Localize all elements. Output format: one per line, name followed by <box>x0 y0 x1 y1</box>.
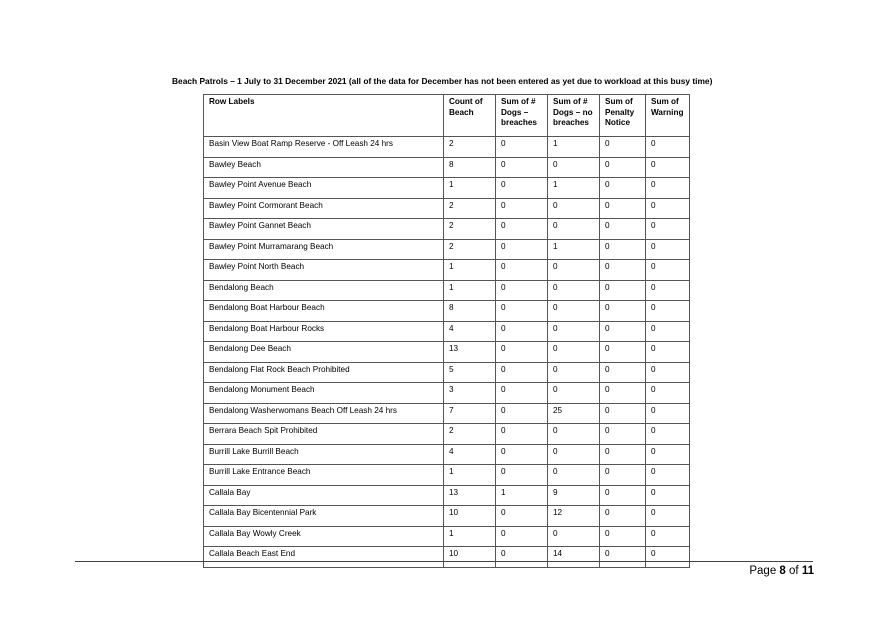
cell-dogs-breaches: 0 <box>496 465 548 486</box>
cell-count-of-beach: 13 <box>444 342 496 363</box>
cell-count-of-beach: 4 <box>444 444 496 465</box>
table-row <box>204 219 690 240</box>
cell-dogs-no-breaches: 1 <box>548 239 600 260</box>
cell-penalty-notice: 0 <box>600 137 646 158</box>
cell-warning: 0 <box>646 342 690 363</box>
cell-warning: 0 <box>646 260 690 281</box>
table-row <box>204 280 690 301</box>
table-row <box>204 137 690 158</box>
cell-row-label: Bawley Point Avenue Beach <box>204 178 444 199</box>
cell-row-label: Callala Beach East End <box>204 547 444 568</box>
cell-dogs-no-breaches: 0 <box>548 157 600 178</box>
cell-row-label: Burrill Lake Burrill Beach <box>204 444 444 465</box>
cell-dogs-breaches: 0 <box>496 260 548 281</box>
cell-count-of-beach: 3 <box>444 383 496 404</box>
table-header-row <box>204 95 690 137</box>
cell-count-of-beach: 1 <box>444 280 496 301</box>
cell-penalty-notice: 0 <box>600 321 646 342</box>
cell-warning: 0 <box>646 403 690 424</box>
cell-penalty-notice: 0 <box>600 280 646 301</box>
page-of: of <box>789 565 799 577</box>
cell-row-label: Burrill Lake Entrance Beach <box>204 465 444 486</box>
cell-dogs-no-breaches: 0 <box>548 219 600 240</box>
cell-dogs-breaches: 0 <box>496 280 548 301</box>
cell-penalty-notice: 0 <box>600 362 646 383</box>
table-row <box>204 157 690 178</box>
cell-warning: 0 <box>646 383 690 404</box>
cell-count-of-beach: 1 <box>444 178 496 199</box>
cell-penalty-notice: 0 <box>600 506 646 527</box>
cell-penalty-notice: 0 <box>600 547 646 568</box>
cell-dogs-breaches: 0 <box>496 444 548 465</box>
document-title: Beach Patrols – 1 July to 31 December 2021 (all of the data for December has not been entered as yet due to workload at this busy time) <box>172 76 713 86</box>
cell-row-label: Bawley Point Gannet Beach <box>204 219 444 240</box>
page-prefix: Page <box>749 565 777 577</box>
cell-dogs-breaches: 0 <box>496 424 548 445</box>
cell-penalty-notice: 0 <box>600 342 646 363</box>
cell-dogs-no-breaches: 9 <box>548 485 600 506</box>
header-penalty-notice: Sum of Penalty Notice <box>600 95 646 137</box>
cell-dogs-breaches: 0 <box>496 526 548 547</box>
cell-warning: 0 <box>646 526 690 547</box>
cell-count-of-beach: 4 <box>444 321 496 342</box>
cell-dogs-breaches: 0 <box>496 137 548 158</box>
page-total: 11 <box>801 565 814 577</box>
cell-dogs-no-breaches: 0 <box>548 526 600 547</box>
cell-count-of-beach: 10 <box>444 547 496 568</box>
cell-penalty-notice: 0 <box>600 198 646 219</box>
cell-row-label: Bendalong Washerwomans Beach Off Leash 24 hrs <box>204 403 444 424</box>
cell-warning: 0 <box>646 239 690 260</box>
cell-count-of-beach: 8 <box>444 157 496 178</box>
cell-penalty-notice: 0 <box>600 260 646 281</box>
cell-row-label: Bendalong Boat Harbour Rocks <box>204 321 444 342</box>
cell-dogs-no-breaches: 0 <box>548 342 600 363</box>
cell-warning: 0 <box>646 547 690 568</box>
cell-warning: 0 <box>646 137 690 158</box>
cell-warning: 0 <box>646 280 690 301</box>
header-dogs-breaches: Sum of # Dogs – breaches <box>496 95 548 137</box>
cell-dogs-no-breaches: 0 <box>548 444 600 465</box>
cell-warning: 0 <box>646 424 690 445</box>
cell-dogs-breaches: 0 <box>496 547 548 568</box>
cell-warning: 0 <box>646 362 690 383</box>
header-dogs-no-breaches: Sum of # Dogs – no breaches <box>548 95 600 137</box>
cell-count-of-beach: 7 <box>444 403 496 424</box>
cell-dogs-breaches: 0 <box>496 198 548 219</box>
cell-penalty-notice: 0 <box>600 485 646 506</box>
cell-dogs-breaches: 0 <box>496 219 548 240</box>
cell-count-of-beach: 2 <box>444 239 496 260</box>
header-count-of-beach: Count of Beach <box>444 95 496 137</box>
cell-penalty-notice: 0 <box>600 444 646 465</box>
cell-dogs-no-breaches: 0 <box>548 424 600 445</box>
cell-count-of-beach: 8 <box>444 301 496 322</box>
cell-dogs-no-breaches: 14 <box>548 547 600 568</box>
cell-count-of-beach: 2 <box>444 137 496 158</box>
cell-dogs-breaches: 0 <box>496 321 548 342</box>
table-row <box>204 547 690 568</box>
cell-warning: 0 <box>646 485 690 506</box>
table-row <box>204 485 690 506</box>
cell-row-label: Berrara Beach Spit Prohibited <box>204 424 444 445</box>
cell-count-of-beach: 1 <box>444 526 496 547</box>
cell-dogs-breaches: 0 <box>496 239 548 260</box>
cell-count-of-beach: 1 <box>444 260 496 281</box>
cell-dogs-no-breaches: 25 <box>548 403 600 424</box>
cell-dogs-breaches: 0 <box>496 301 548 322</box>
cell-penalty-notice: 0 <box>600 157 646 178</box>
cell-dogs-no-breaches: 0 <box>548 383 600 404</box>
footer-divider <box>75 561 813 562</box>
table-row <box>204 239 690 260</box>
cell-row-label: Callala Bay Wowly Creek <box>204 526 444 547</box>
page-current: 8 <box>779 565 786 577</box>
cell-dogs-breaches: 1 <box>496 485 548 506</box>
cell-row-label: Bawley Point North Beach <box>204 260 444 281</box>
cell-dogs-breaches: 0 <box>496 506 548 527</box>
cell-penalty-notice: 0 <box>600 301 646 322</box>
table-row <box>204 424 690 445</box>
cell-row-label: Bawley Point Murramarang Beach <box>204 239 444 260</box>
cell-row-label: Bendalong Boat Harbour Beach <box>204 301 444 322</box>
cell-warning: 0 <box>646 465 690 486</box>
cell-row-label: Basin View Boat Ramp Reserve - Off Leash 24 hrs <box>204 137 444 158</box>
cell-warning: 0 <box>646 157 690 178</box>
table-row <box>204 321 690 342</box>
cell-dogs-breaches: 0 <box>496 342 548 363</box>
cell-row-label: Callala Bay <box>204 485 444 506</box>
cell-penalty-notice: 0 <box>600 403 646 424</box>
cell-row-label: Bendalong Dee Beach <box>204 342 444 363</box>
table-row <box>204 526 690 547</box>
cell-row-label: Bawley Point Cormorant Beach <box>204 198 444 219</box>
cell-dogs-no-breaches: 0 <box>548 321 600 342</box>
cell-dogs-no-breaches: 0 <box>548 260 600 281</box>
table-row <box>204 383 690 404</box>
cell-count-of-beach: 10 <box>444 506 496 527</box>
cell-dogs-breaches: 0 <box>496 403 548 424</box>
cell-dogs-no-breaches: 0 <box>548 198 600 219</box>
table-row <box>204 362 690 383</box>
cell-row-label: Bendalong Monument Beach <box>204 383 444 404</box>
cell-count-of-beach: 5 <box>444 362 496 383</box>
cell-penalty-notice: 0 <box>600 178 646 199</box>
table-row <box>204 178 690 199</box>
cell-dogs-breaches: 0 <box>496 178 548 199</box>
header-row-labels: Row Labels <box>204 95 444 137</box>
cell-row-label: Bendalong Beach <box>204 280 444 301</box>
cell-warning: 0 <box>646 444 690 465</box>
cell-count-of-beach: 13 <box>444 485 496 506</box>
cell-dogs-no-breaches: 12 <box>548 506 600 527</box>
cell-penalty-notice: 0 <box>600 383 646 404</box>
cell-dogs-breaches: 0 <box>496 157 548 178</box>
cell-penalty-notice: 0 <box>600 526 646 547</box>
cell-penalty-notice: 0 <box>600 219 646 240</box>
cell-count-of-beach: 2 <box>444 198 496 219</box>
cell-warning: 0 <box>646 178 690 199</box>
table-body <box>204 137 690 568</box>
cell-warning: 0 <box>646 506 690 527</box>
cell-dogs-no-breaches: 1 <box>548 137 600 158</box>
cell-count-of-beach: 2 <box>444 424 496 445</box>
cell-dogs-breaches: 0 <box>496 362 548 383</box>
cell-row-label: Bendalong Flat Rock Beach Prohibited <box>204 362 444 383</box>
cell-dogs-breaches: 0 <box>496 383 548 404</box>
table-row <box>204 444 690 465</box>
table-row <box>204 260 690 281</box>
cell-dogs-no-breaches: 0 <box>548 301 600 322</box>
cell-row-label: Callala Bay Bicentennial Park <box>204 506 444 527</box>
cell-penalty-notice: 0 <box>600 239 646 260</box>
table-row <box>204 342 690 363</box>
cell-dogs-no-breaches: 1 <box>548 178 600 199</box>
table-row <box>204 198 690 219</box>
table-row <box>204 301 690 322</box>
page-number <box>749 565 814 577</box>
cell-dogs-no-breaches: 0 <box>548 362 600 383</box>
cell-dogs-no-breaches: 0 <box>548 280 600 301</box>
table-row <box>204 465 690 486</box>
cell-row-label: Bawley Beach <box>204 157 444 178</box>
cell-warning: 0 <box>646 219 690 240</box>
cell-dogs-no-breaches: 0 <box>548 465 600 486</box>
beach-patrols-table <box>203 94 690 568</box>
header-warning: Sum of Warning <box>646 95 690 137</box>
cell-penalty-notice: 0 <box>600 424 646 445</box>
table-row <box>204 403 690 424</box>
cell-warning: 0 <box>646 321 690 342</box>
cell-count-of-beach: 2 <box>444 219 496 240</box>
cell-count-of-beach: 1 <box>444 465 496 486</box>
cell-penalty-notice: 0 <box>600 465 646 486</box>
table-row <box>204 506 690 527</box>
cell-warning: 0 <box>646 301 690 322</box>
cell-warning: 0 <box>646 198 690 219</box>
